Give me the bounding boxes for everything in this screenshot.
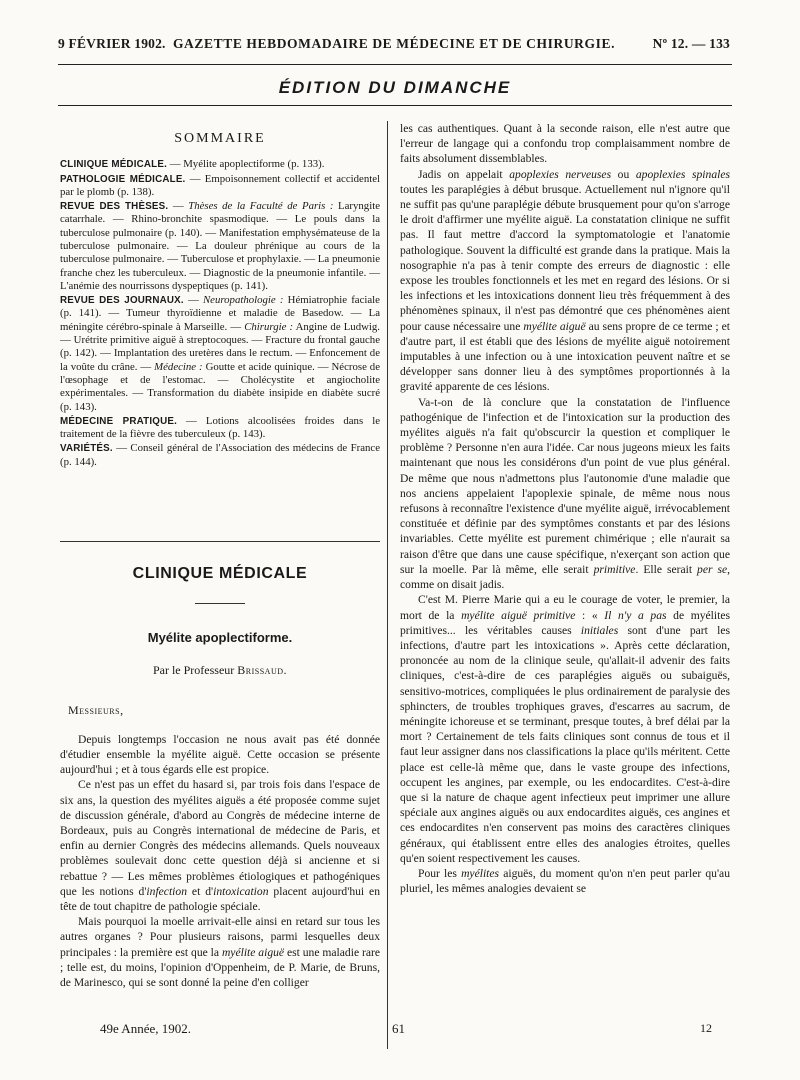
header-date: 9 FÉVRIER 1902. (58, 36, 166, 51)
sommaire-entry: MÉDECINE PRATIQUE. — Lotions alcoolisées froides dans le traitement de la fièvre des tuberculeux (p. 143). (60, 414, 380, 441)
header-journal-title: GAZETTE HEBDOMADAIRE DE MÉDECINE ET DE CHIRURGIE. (172, 36, 616, 51)
sommaire-entry: REVUE DES THÈSES. — Thèses de la Faculté de Paris : Laryngite catarrhale. — Rhino-bronchite spasmodique. — Le pouls dans la tuberculose pulmonaire (p. 140). — Manifestation emphysémateuse de la tuberculose pulmonaire. — La douleur phrénique au cours de la tuberculose pulmonaire. — Tuberculose et prophylaxie. — La pneumonie franche chez les tuberculeux. — Diagnostic de la pneumonie infantile. — L'anémie des nourrissons dyspeptiques (p. 141). (60, 200, 380, 292)
right-column (400, 121, 730, 896)
paragraph: Depuis longtemps l'occasion ne nous avait pas été donnée d'étudier ensemble la myélite aiguë. Cette occasion se présente aujourd'hui ; et à tous égards elle est propice. (60, 732, 380, 777)
left-column (60, 121, 380, 990)
column-divider (387, 121, 388, 1049)
sommaire-entry: REVUE DES JOURNAUX. — Neuropathologie : Hémiatrophie faciale (p. 141). — Tumeur thyroïdienne et maladie de Basedow. — La méningite cérébro-spinale à Marseille. — Chirurgie : Angine de Ludwig. — Urétrite primitive aiguë à streptocoques. — Fracture du frontal gauche (p. 142). — Implantation des uretères dans le rectum. — Enfoncement de la voûte du crâne. — Médecine : Goutte et acide quinique. — Nécrose de l'œsophage et de l'estomac. — Cholécystite et angiocholite expérimentales. — Transformation du diabète insipide en diabète sucré (p. 143). (60, 294, 380, 413)
edition-rule (58, 105, 732, 106)
edition-banner: ÉDITION DU DIMANCHE (278, 78, 512, 97)
article-title: Myélite apoplectiforme. (147, 630, 293, 646)
footer-year: 49e Année, 1902. (100, 1021, 191, 1036)
sommaire-entry: CLINIQUE MÉDICALE. — Myélite apoplectiforme (p. 133). (60, 158, 325, 171)
section-title: CLINIQUE MÉDICALE (132, 565, 308, 583)
paragraph: C'est M. Pierre Marie qui a eu le courage de voter, le premier, la mort de la myélite aiguë primitive : « Il n'y a pas de myélites primitives... les véritables causes initiales sont d'une part les infections, d'autre part les intoxications ». Après cette déclaration, prononcée au nom de la clinique seule, qu'allait-il advenir des faits cliniques, c'est-à-dire de ces paraplégies aiguës ou subaiguës, sensitivo-motrices, compliquées le plus ordinairement de paralysie des sphincters, de troubles trophiques graves, d'escarres au sacrum, de méningite ichoreuse et se terminant, presque toutes, à bref délai par la mort ? Certainement de tels faits cliniques sont connus de tous et il faut leur assigner dans nos classifications la place qu'ils méritent. Cette place est celle-là même que, dans le vaste groupe des infections, occupent les angines, par exemple, ou les endocardites. C'est-à-dire que si la nature de chaque agent infectieux peut imprimer une allure spéciale aux angines aiguës ou aux endocardites aiguës, ces angines et ces endocardites n'en conservent pas moins des caractères cliniques généraux, qui établissent entre elles des analogies étroites, quelles qu'en soient respectivement les causes. (400, 593, 731, 865)
paragraph: Mais pourquoi la moelle arrivait-elle ainsi en retard sur tous les autres organes ? Pour plusieurs raisons, parmi lesquelles deux principales : la première est que la myélite aiguë est une maladie rare ; telle est, du moins, l'opinion d'Oppenheim, de P. Marie, de Bruns, de Marinesco, qui se sont donné la peine d'en colliger (60, 915, 380, 990)
title-short-rule (195, 603, 245, 604)
footer-signature: 12 (700, 1021, 712, 1035)
paragraph: Pour les myélites aiguës, du moment qu'on n'en peut parler qu'au pluriel, les mêmes analogies devaient se (400, 866, 730, 896)
section-separator (60, 541, 380, 542)
sommaire-entry: VARIÉTÉS. — Conseil général de l'Association des médecins de France (p. 144). (60, 442, 380, 468)
header-rule (58, 64, 732, 65)
salutation: Messieurs, (68, 702, 124, 717)
paragraph: Jadis on appelait apoplexies nerveuses ou apoplexies spinales toutes les paraplégies à début brusque. Actuellement nul n'ignore qu'il ne suffit pas qu'une paraplégie débute brusquement pour qu'on s'arroge le droit d'affirmer une myélite aiguë. La constatation clinique ne suffit pas. Il faut mettre d'accord la symptomatologie et l'anatomie pathologique. Souvent la difficulté est grande dans la pratique. Mais la nosographie n'a pas à tenir compte des erreurs de diagnostic : elle expose les troubles fonctionnels et les met en regard des lésions. Or si les infections et les intoxications donnent lieu très fréquemment à des phénomènes spinaux, il n'est pas démontré que ces phénomènes aient pour cause nécessaire une myélite aiguë au sens propre de ce terme ; et d'autre part, il est établi que des lésions de myélite aiguë notoirement imputables à une infection ou à une intoxication peuvent naître et se développer sans donner lieu à des symptômes proportionnés à la gravité apparente de ces lésions. (400, 167, 731, 394)
byline: Par le Professeur Brissaud. (152, 663, 288, 678)
running-header (58, 36, 730, 58)
paragraph: Va-t-on de là conclure que la constatation de l'influence pathogénique de l'infection et de l'intoxication sur la production des myélites aiguës n'a fait qu'obscurcir la question et compliquer le problème ? Personne n'en aura l'idée. Car nous jugeons mieux les faits maintenant que nous les considérons d'un point de vue plus général. De même que nous n'admettons plus l'autonomie d'une maladie que nos anciens appelaient l'apoplexie spinale, de même nous nous refusons à reconnaître l'existence d'une myélite aiguë, irrévocablement constituée et définie par des symptômes constants et par des lésions invariables. Cette myélite est purement chimérique ; elle n'aurait sa raison d'être que dans une cause spécifique, n'exerçant son action que sur la moelle. Par là même, elle serait primitive. Elle serait per se, comme on disait jadis. (400, 395, 731, 592)
footer-page-number: 61 (392, 1021, 405, 1036)
header-issue: Nº 12. — 133 (652, 36, 730, 51)
paragraph: les cas authentiques. Quant à la seconde raison, elle n'est autre que l'erreur de langage qui a confondu trop complaisamment nombre de faits absolument dissemblables. (400, 122, 730, 166)
sommaire-title: SOMMAIRE (174, 131, 266, 146)
author-name: Brissaud. (237, 663, 288, 678)
paragraph: Ce n'est pas un effet du hasard si, par trois fois dans l'espace de six ans, la question des myélites aiguës a été proposée comme sujet de discussion générale, d'abord au Congrès de médecine interne de Bordeaux, puis au Congrès international de médecine de Paris, et enfin au dernier Congrès des médecins allemands. Quels nouveaux problèmes soulevait donc cette question déjà si ancienne et si rebattue ? — Les mêmes problèmes étiologiques et pathogéniques que les notions d'infection et d'intoxication placent aujourd'hui en tête de tout chapitre de pathologie spéciale. (60, 778, 381, 914)
sommaire-entry: PATHOLOGIE MÉDICALE. — Empoisonnement collectif et accidentel par le plomb (p. 138). (60, 172, 381, 198)
